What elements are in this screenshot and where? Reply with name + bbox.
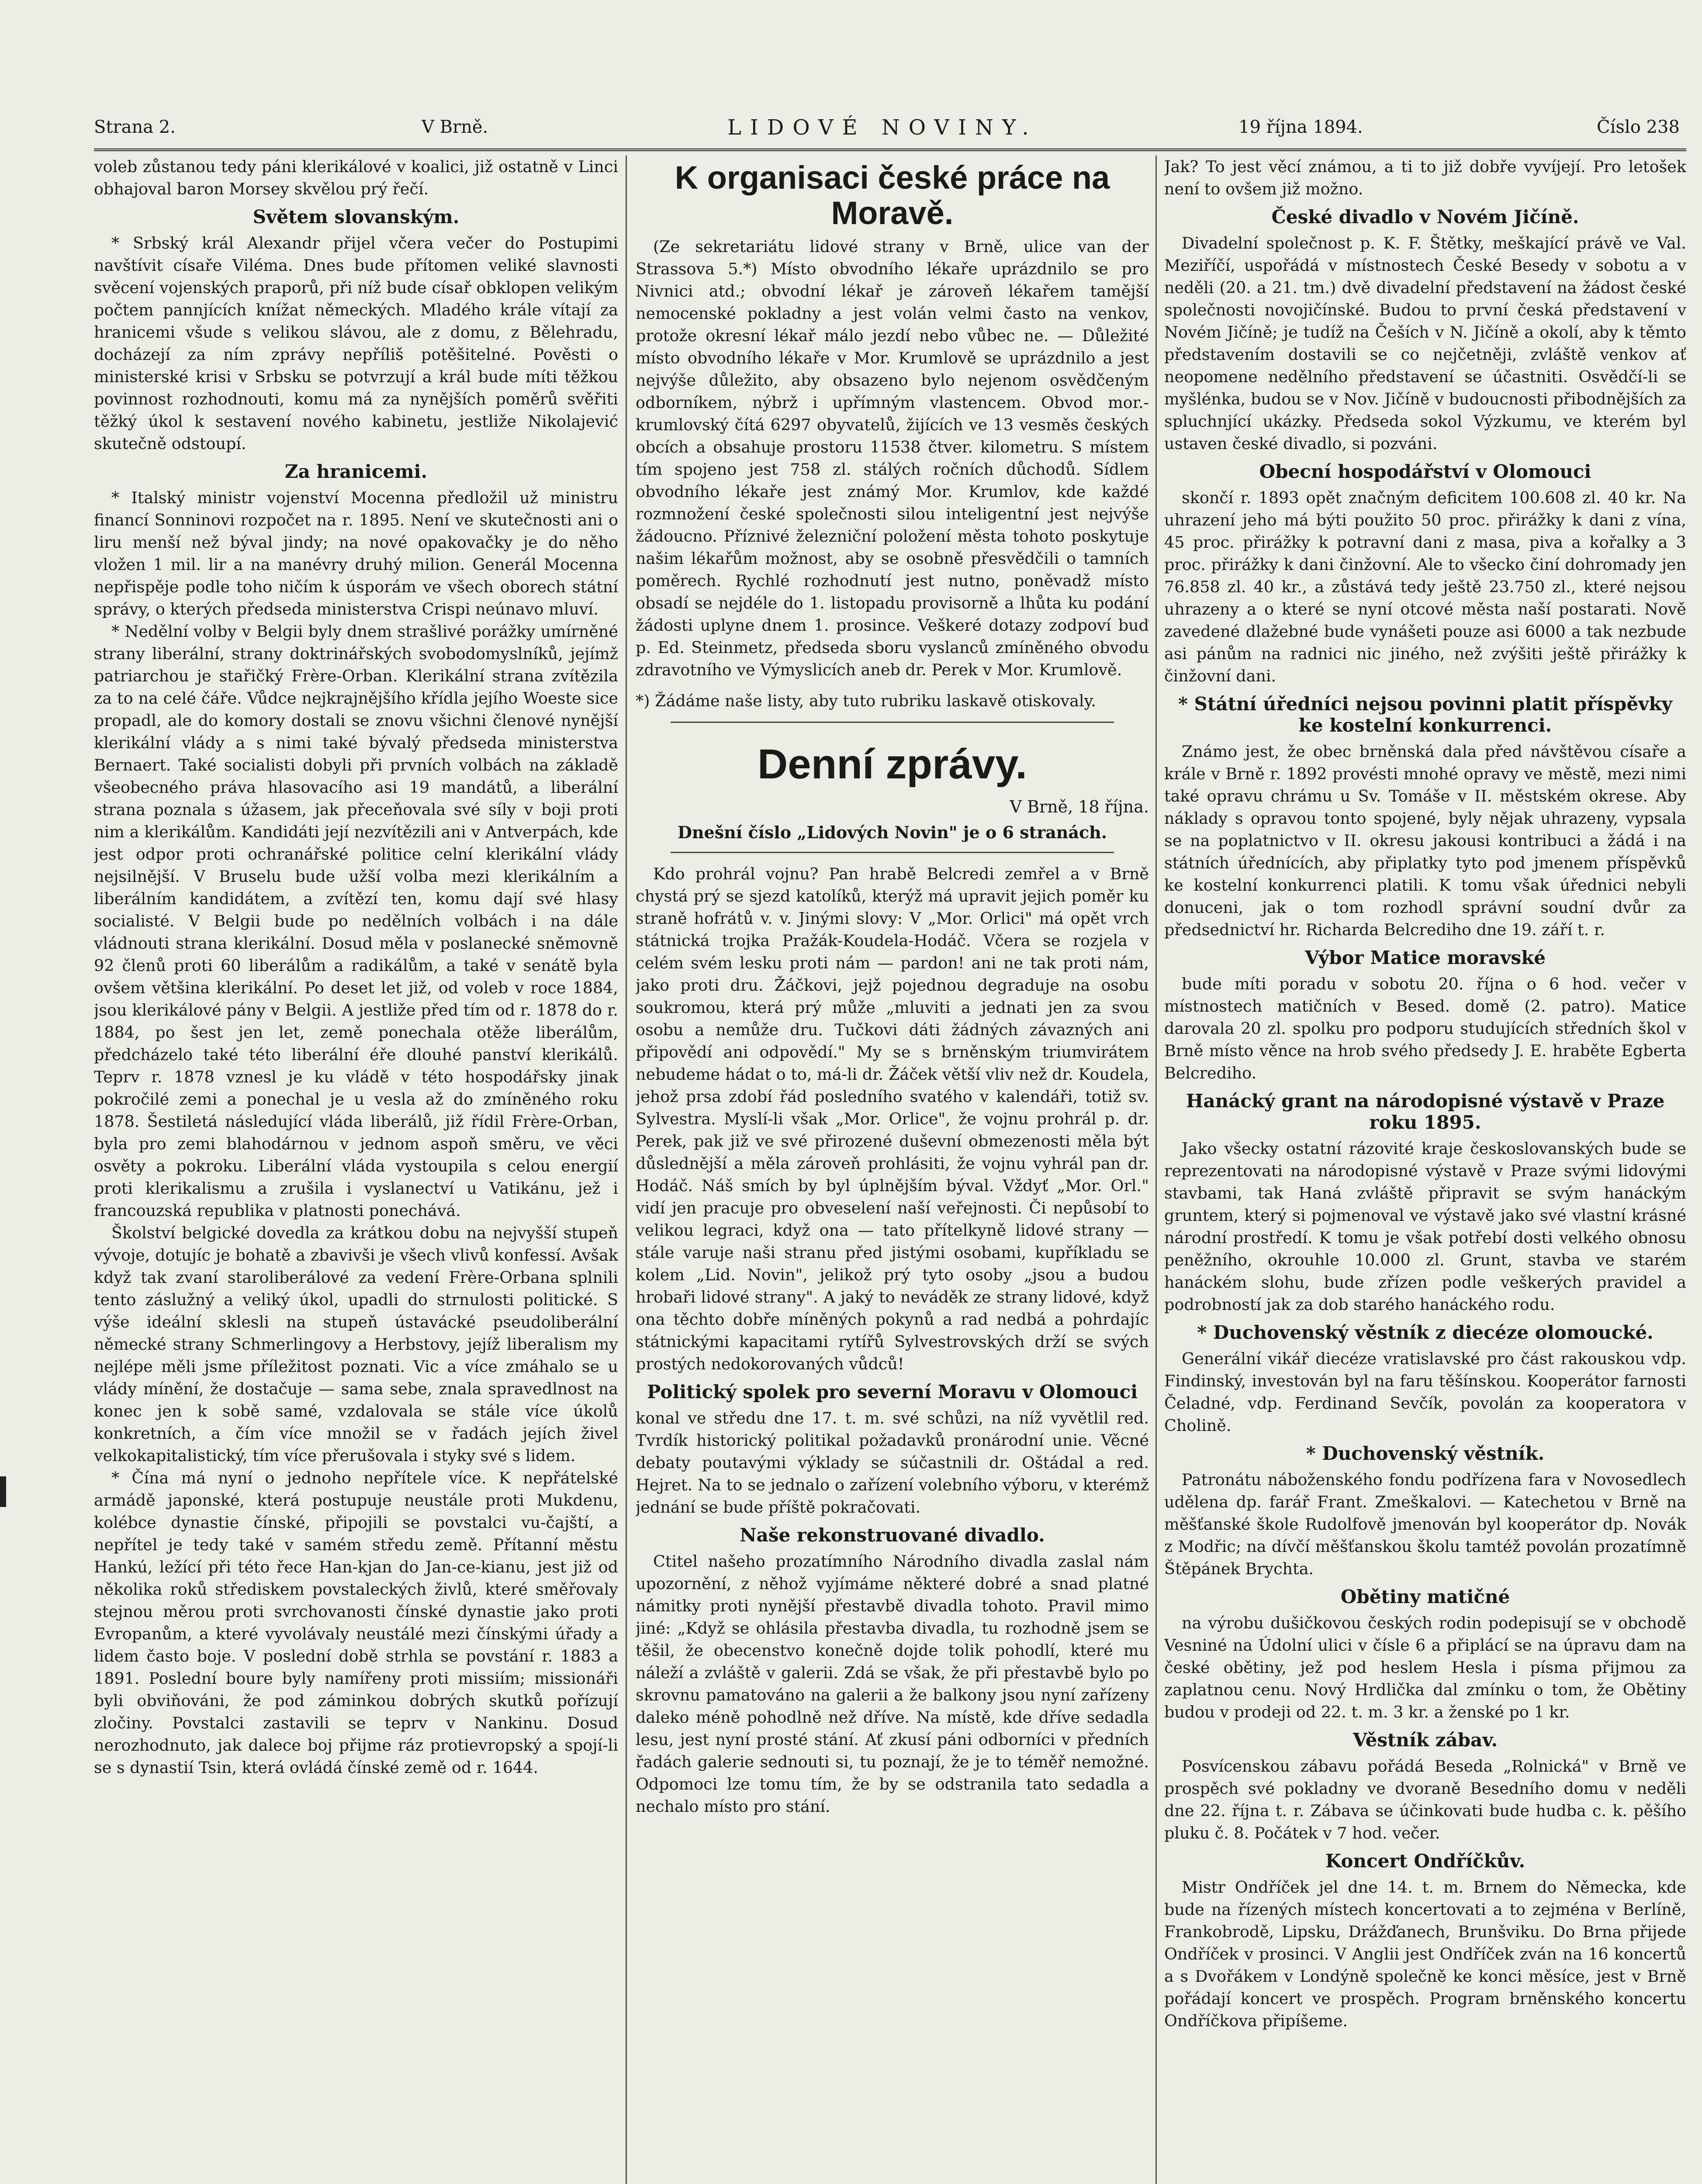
section-heading: Výbor Matice moravské [1304,947,1546,968]
article-text: Známo jest, že obec brněnská dala před návštěvou císaře a krále v Brně r. 1892 provésti mnohé opravy ve městě, mezi nimi také opravu chrámu u Sv. Tomáše v II. městském okrese. Aby náklady s opravou tonto spojené, byly nějak uhrazeny, vypsala se na poplatnictvo v II. okresu jakousi kontribuci a žádá i na státních úřednících, aby připlatky tyto pod jmenem příspěvků ke kostelní konkurrenci platili. K tomu však úřednici nebyli donuceni, jak o tom rozhodl správní soudní dvůr za předsednictví hr. Richarda Belcrediho dne 19. září t. r. [1164,742,1686,939]
article-text: Ctitel našeho prozatímního Národního divadla zaslal nám upozornění, z něhož vyjímáme některé dobré a snad platné námitky proti nynější přestavbě divadla tohoto. Pravil mimo jiné: „Když se ohlásila přestavba divadla, tu rozhodně jsem se těšil, že obecenstvo konečně dojde tolik pohodlí, které mu náleží a zvláště v galerii. Zdá se však, že při přestavbě bylo po skrovnu pamatováno na galerii a že balkony jsou nyní zařízeny daleko méně pohodlně než dříve. Na místě, kde dříve sedadla lesu, jest nyní prosté stání. Ať zkusí páni odborníci v předních řadách galerie sednouti si, tu poznají, že je to téměř nemožné. Odpomoci lze tomu tím, že by se odstranila tato sedadla a nechalo místo pro stání. [636,1552,1149,1816]
section-heading: Za hranicemi. [284,461,428,482]
section-masthead: Denní zprávy. [757,740,1027,788]
column-middle [636,156,1149,2184]
article-text: Patronátu náboženského fondu podřízena fara v Novosedlech udělena dp. farář Frant. Zmeškalovi. — Katechetou v Brně na měšťanské škole Rudolfově jmenován byl kooperátor dp. Novák z Modřic; na dívčí měšťanskou školu tamtéž povolán prozatímně Štěpánek Brychta. [1164,1470,1686,1578]
section-heading: České divadlo v Novém Jičíně. [1271,206,1579,228]
section-heading: Obecní hospodářství v Olomouci [1259,461,1591,482]
page-edge-mark [0,1476,6,1507]
article-text: voleb zůstanou tedy páni klerikálové v koalici, již ostatně v Linci obhajoval baron Morsey skvělou prý řečí. [94,157,618,198]
issue-number: Číslo 238 [1597,117,1680,137]
article-text: (Ze sekretariátu lidové strany v Brně, ulice van der Strassova 5.*) Místo obvodního lékaře uprázdnilo se pro Nivnici atd.; obvodní lékař je zároveň lékařem tamější nemocenské pokladny a jest volán velmi často na venkov, protože okresní lékař málo jezdí nebo vůbec ne. — Důležité místo obvodního lékaře v Mor. Krumlově se uprázdnilo a jest nejvýše důležito, aby obsazeno bylo nejenom osvědčeným odborníkem, nýbrž i upřímným vlastencem. Obvod mor.-krumlovský čítá 6297 obyvatelů, žijících ve 13 vesměs českých obcích a obsahuje prostoru 11538 čtver. kilometru. S místem tím spojeno jest 758 zl. stálých ročních důchodů. Sídlem obvodního lékaře jest známý Mor. Krumlov, kde každé rozmnožení české společnosti silou inteligentní jest nejvýše žádoucno. Příznivé železniční položení města tohoto poskytuje našim lékařům možnost, aby se osobně přesvědčili o tamních poměrech. Rychlé rozhodnutí jest nutno, poněvadž místo obsadí se nejdéle do 1. listopadu provisorně a lhůta ku podání žádosti uplyne dnem 1. prosince. Veškeré dotazy zodpoví buď p. Ed. Steinmetz, předseda sboru vyslanců zmíněného obvodu zdravotního ve Výmyslicích aneb dr. Perek v Mor. Krumlově. [636,237,1149,679]
section-heading: * Duchovenský věstník z diecéze olomoucké. [1197,1322,1654,1343]
article-text: Mistr Ondříček jel dne 14. t. m. Brnem do Německa, kde bude na řízených místech koncertovati a to zejména v Berlíně, Frankobrodě, Lipsku, Drážďanech, Brunšviku. Do Brna přijede Ondříček v prosinci. V Anglii jest Ondříček zván na 16 koncertů a s Dvořákem v Londýně společně ke konci měsíce, jest v Brně pořádají koncert ve prospěch. Program brněnského koncertu Ondříčkova připíšeme. [1164,1878,1686,2030]
issue-date: 19 října 1894. [1238,117,1363,137]
article-text: * Nedělní volby v Belgii byly dnem strašlivé porážky umírněné strany liberální, strany doktrinářských svobodomyslníků, jejímž patriarchou je stařičký Frère-Orban. Klerikální strana zvítězila za to na celé čáře. Vůdce nejkrajnějšího křídla jejího Woeste sice propadl, ale do komory dostali se znovu všichni členové nynější klerikální vlády a s nimi také bývalý předseda ministerstva Bernaert. Také socialisti dobyli při prvních volbách na základě všeobecného práva hlasovacího asi 19 mandátů, a liberální strana poznala s úžasem, jak přeceňovala své síly v boji proti nim a klerikálům. Kandidáti její nezvítězili ani v Antverpách, kde jest odpor proti ochranářské politice celní klerikální vlády nejsilnější. V Bruselu bude užší volba mezi klerikálním a liberálním kandidátem, a zvítězí ten, komu dají své hlasy socialisté. V Belgii bude po nedělních volbách i na dále vládnouti strana klerikální. Dosud měla v poslanecké sněmovně 92 členů proti 60 liberálům a radikálům, a také v senátě byla ovšem většina klerikální. Po deset let již, od voleb v roce 1884, jsou klerikálové pány v Belgii. A jestliže před tím od r. 1878 do r. 1884, po šest jen let, země ponechala otěže liberálům, předcházelo také této liberální éře dlouhé panství klerikálů. Teprv r. 1878 vznesl je ku vládě v této hospodářsky jinak pokročilé zemi a ponechal je u vesla až do zmíněného roku 1878. Šestiletá následující vláda liberálů, již řídil Frère-Orban, byla pro zemi blahodárnou v jednom aspoň směru, ve věci osvěty a pokroku. Liberální vláda vystoupila s celou energií proti klerikalismu a zrušila i vyslanectví u Vatikánu, jež i francouzská republika v platnosti ponechává. [94,622,618,1220]
article-text: Školství belgické dovedla za krátkou dobu na nejvyšší stupeň vývoje, dotujíc je bohatě a zbavivši je všech vlivů konfessí. Avšak když tak zvaní staroliberálové za vedení Frère-Orbana splnili tento záslužný a veliký úkol, upadli do strnulosti politické. S výše ideální sklesli na stupeň ústavácké pseudoliberální německé strany Schmerlingovy a Herbstovy, jejíž liberalism my nejlépe měli jsme příležitost poznati. Vic a více zmáhalo se u vlády mínění, že dostačuje — sama sebe, znala spravedlnost na konec jen k sobě samé, vzdalovala se stále více úkolů konkretních, a čím více množil se v řadách jejích živel velkokapitalistický, tím více přerušovala i styky své s lidem. [94,1223,618,1465]
article-text: skončí r. 1893 opět značným deficitem 100.608 zl. 40 kr. Na uhrazení jeho má býti použito 50 proc. přirážky k dani z vína, 45 proc. přirážky k potravní dani z masa, piva a kořalky a 3 proc. přirážky k dani činžovní. Ale to všecko činí dohromady jen 76.858 zl. 40 kr., a zůstává tedy ještě 23.750 zl., které nejsou uhrazeny a o které se nyní otcové města naší postarati. Nově zavedené dlažebné bude vynášeti pouze asi 6000 a tak nezbude asi pánům na radnici nic jiného, než zvýšiti ještě přirážky k činžovní dani. [1164,488,1686,685]
article-text: Jako všecky ostatní rázovité kraje českoslovanských bude se reprezentovati na národopisné výstavě v Praze svými lidovými stavbami, tak Haná zvláště připravit se svým hanáckým gruntem, který si pojmenoval ve výstavě jako své vlastní krásné národní prostředí. K tomu je však potřebí dosti velkého obnosu peněžního, okrouhle 10.000 zl. Grunt, stavba ve starém hanáckém slohu, bude zřízen podle veškerých pravidel a podrobností jak za dob starého hanáckého rodu. [1164,1139,1686,1314]
article-text: Divadelní společnost p. K. F. Štětky, meškající právě ve Val. Meziříčí, uspořádá v místnostech České Besedy v sobotu a v neděli (20. a 21. tm.) dvě divadelní představení na žádost české společnosti novojičínské. Budou to první česká představení v Novém Jičíně; je tudíž na Češích v N. Jičíně a okolí, aby k těmto představením dostavili se co nejčetněji, zvláště venkov ať neopomene nedělního představení se účastniti. Osvědčí-li se myšlénka, budou se v Nov. Jičíně v budoucnosti přibodnějších za spluchnjící ukázky. Předseda sokol Výzkumu, ve kterém byl ustaven české divadlo, si pozváni. [1164,234,1686,453]
article-text: Kdo prohrál vojnu? Pan hrabě Belcredi zemřel a v Brně chystá prý se sjezd katolíků, kterýž má upravit jejich poměr ku straně hofrátů v. v. Jinými slovy: V „Mor. Orlici" má opět vrch státnická trojka Pražák-Koudela-Hodáč. Včera se rozjela v celém svém lesku proti nám — pardon! ani ne tak proti nám, jako proti dru. Žáčkovi, jejž pojednou degraduje na osobu soukromou, která prý může „mluviti a jednati jen za svou osobu a nemůže dru. Tučkovi dáti žádných závazných ani připovědí ani odpovědí." My se s brněnským triumvirátem nebudeme hádat o to, má-li dr. Žáček větší vliv než dr. Koudela, jehož prsa zdobí řád posledního svatého v kalendáři, totiž sv. Sylvestra. Myslí-li však „Mor. Orlice", že vojnu prohrál p. dr. Perek, pak již ve své přirozené duševní obmezenosti měla být důslednější a měla zároveň prohlásiti, že vojnu vyhrál pan dr. Hodáč. Náš smích by byl úplnějším býval. Vždyť „Mor. Orl." vidí jen pracuje pro obveselení naší veřejnosti. Či nepůsobí to velikou legraci, když ona — tato přítelkyně lidové strany — stále varuje naši stranu před jistými osobami, kupříkladu se kolem „Lid. Novin", jelikož prý tyto osoby „jsou a budou hrobaři lidové strany". A jaký to neváděk ze strany lidové, když ona těchto dobře míněných pokynů a rad nedbá a pohrdajíc státnickými kapacitami rytířů Sylvestrovských drží se svých prostých nedokorovaných vůdců! [636,864,1149,1374]
dateline: V Brně, 18 října. [1010,797,1149,817]
article-text: * Čína má nyní o jednoho nepřítele více. K nepřátelské armádě japonské, která postupuje neustále proti Mukdenu, kolébce dynastie čínské, připojili se povstalci vu-čajští, a nepřítel je tedy také v samém středu země. Přítanní městu Hankú, ležící při této řece Han-kjan do Jan-ce-kianu, jest již od několika roků střediskem povstaleckých živlů, které směřovaly stejnou měrou proti svrchovanosti čínské dynastie jako proti Evropanům, a které vyvolávaly neustálé mezi čínskými úřady a lidem často boje. V poslední době strhla se povstání r. 1883 a 1891. Poslední boure byly namířeny proti missiím; missionáři byli obviňováni, že pod záminkou dobrých skutků pořízují zločiny. Povstalci zastavili se teprv v Nankinu. Dosud nerozhodnuto, jak dalece boj přijme ráz protievropský a spojí-li se s dynastií Tsin, která ovládá čínské země od r. 1644. [94,1469,618,1777]
section-heading: Koncert Ondříčkův. [1325,1850,1526,1872]
article-text: Posvícenskou zábavu pořádá Beseda „Rolnická" v Brně ve prospěch své pokladny ve dvoraně Besedního domu v neděli dne 22. října t. r. Zábava se účinkovati bude hudba c. k. pěšího pluku č. 8. Počátek v 7 hod. večer. [1164,1757,1686,1842]
section-heading: * Duchovenský věstník. [1306,1443,1545,1464]
column-rule [1155,156,1157,2184]
column-left [94,156,618,2184]
section-heading: Naše rekonstruované divadlo. [740,1524,1045,1546]
divider [671,722,1114,723]
section-heading: Politický spolek pro severní Moravu v Olomouci [647,1381,1138,1403]
article-text: na výrobu dušičkovou českých rodin podepisují se v obchodě Vesniné na Údolní ulici v čísle 6 a připlácí se na úpravu dam na české obětiny, jež pod heslem Hesla i písma přijmou za zaplatnou cenu. Nový Hrdlička dal zmínku o tom, že Obětiny budou v prodeji od 22. t. m. 3 kr. a ženské po 1 kr. [1164,1614,1686,1721]
issue-notice: Dnešní číslo „Lidových Novin" je o 6 stranách. [678,822,1107,843]
article-headline: K organisaci české práce na Moravě. [675,159,1110,232]
section-heading: Hanácký grant na národopisné výstavě v Praze roku 1895. [1186,1090,1665,1133]
section-heading: * Státní úředníci nejsou povinni platit příspěvky ke kostelní konkurrenci. [1178,693,1673,736]
masthead [94,114,1686,151]
page-number: Strana 2. [94,117,176,137]
newspaper-title: LIDOVÉ NOVINY. [727,115,1038,140]
footnote: *) Žádáme naše listy, aby tuto rubriku laskavě otiskovaly. [636,691,1096,710]
column-right [1164,156,1686,2184]
article-text: bude míti poradu v sobotu 20. října o 6 hod. večer v místnostech matičních v Besed. domě (2. patro). Matice darovala 20 zl. spolku pro podporu studujících středních škol v Brně místo věnce na hrob svého předsedy J. E. hraběte Egberta Belcrediho. [1164,975,1686,1082]
article-text: konal ve středu dne 17. t. m. své schůzi, na níž vyvětlil red. Tvrdík historický politikal požadavků pronárodní unie. Věcné debaty poutavými výklady se súčastnili dr. Oštádal a red. Hejret. Na to se jednalo o zařízení volebního výboru, v kterémž jednání se bude příště pokračovati. [636,1409,1149,1517]
section-heading: Světem slovanským. [253,206,460,228]
divider [671,852,1114,853]
article-text: Generální vikář diecéze vratislavské pro část rakouskou vdp. Findinský, investován byl na faru těšínskou. Kooperátor farnosti Čeladné, vdp. Ferdinand Sevčík, povolán za kooperatora v Cholině. [1164,1349,1686,1435]
section-heading: Obětiny matičné [1340,1586,1510,1607]
article-text: Jak? To jest věcí známou, a ti to již dobře vyvíjejí. Pro letošek není to ovšem již možno. [1164,157,1686,198]
article-text: * Srbský král Alexandr přijel včera večer do Postupimi navštívit císaře Viléma. Dnes bude přítomen veliké slavnosti svěcení vojenských praporů, při níž bude císař obklopen velikým počtem pannjících knížat německých. Mladého krále vítají za hranicemi všude s velikou slávou, ale z domu, z Bělehradu, docházejí za ním zprávy nepříliš potěšitelné. Pověsti o ministerské krisi v Srbsku se potvrzují a král bude míti těžkou povinnost rozhodnouti, komu má za nynějších poměrů svěřiti těžký úkol k sestavení nového kabinetu, jestliže Nikolajević skutečně odstoupí. [94,234,618,453]
city-line: V Brně. [422,117,488,137]
column-rule [626,156,627,2184]
article-text: * Italský ministr vojenství Mocenna předložil už ministru financí Sonninovi rozpočet na r. 1895. Není ve skutečnosti ani o liru menší než býval jindy; na nové opakovačky je do něho vložen 1 mil. lir a na manévry druhý milion. Generál Mocenna nepřispěje podle toho ničím k úsporám ve všech oborech státní správy, o kterých předseda ministerstva Crispi neúnavo mluví. [94,488,618,619]
section-heading: Věstník zábav. [1353,1729,1498,1751]
